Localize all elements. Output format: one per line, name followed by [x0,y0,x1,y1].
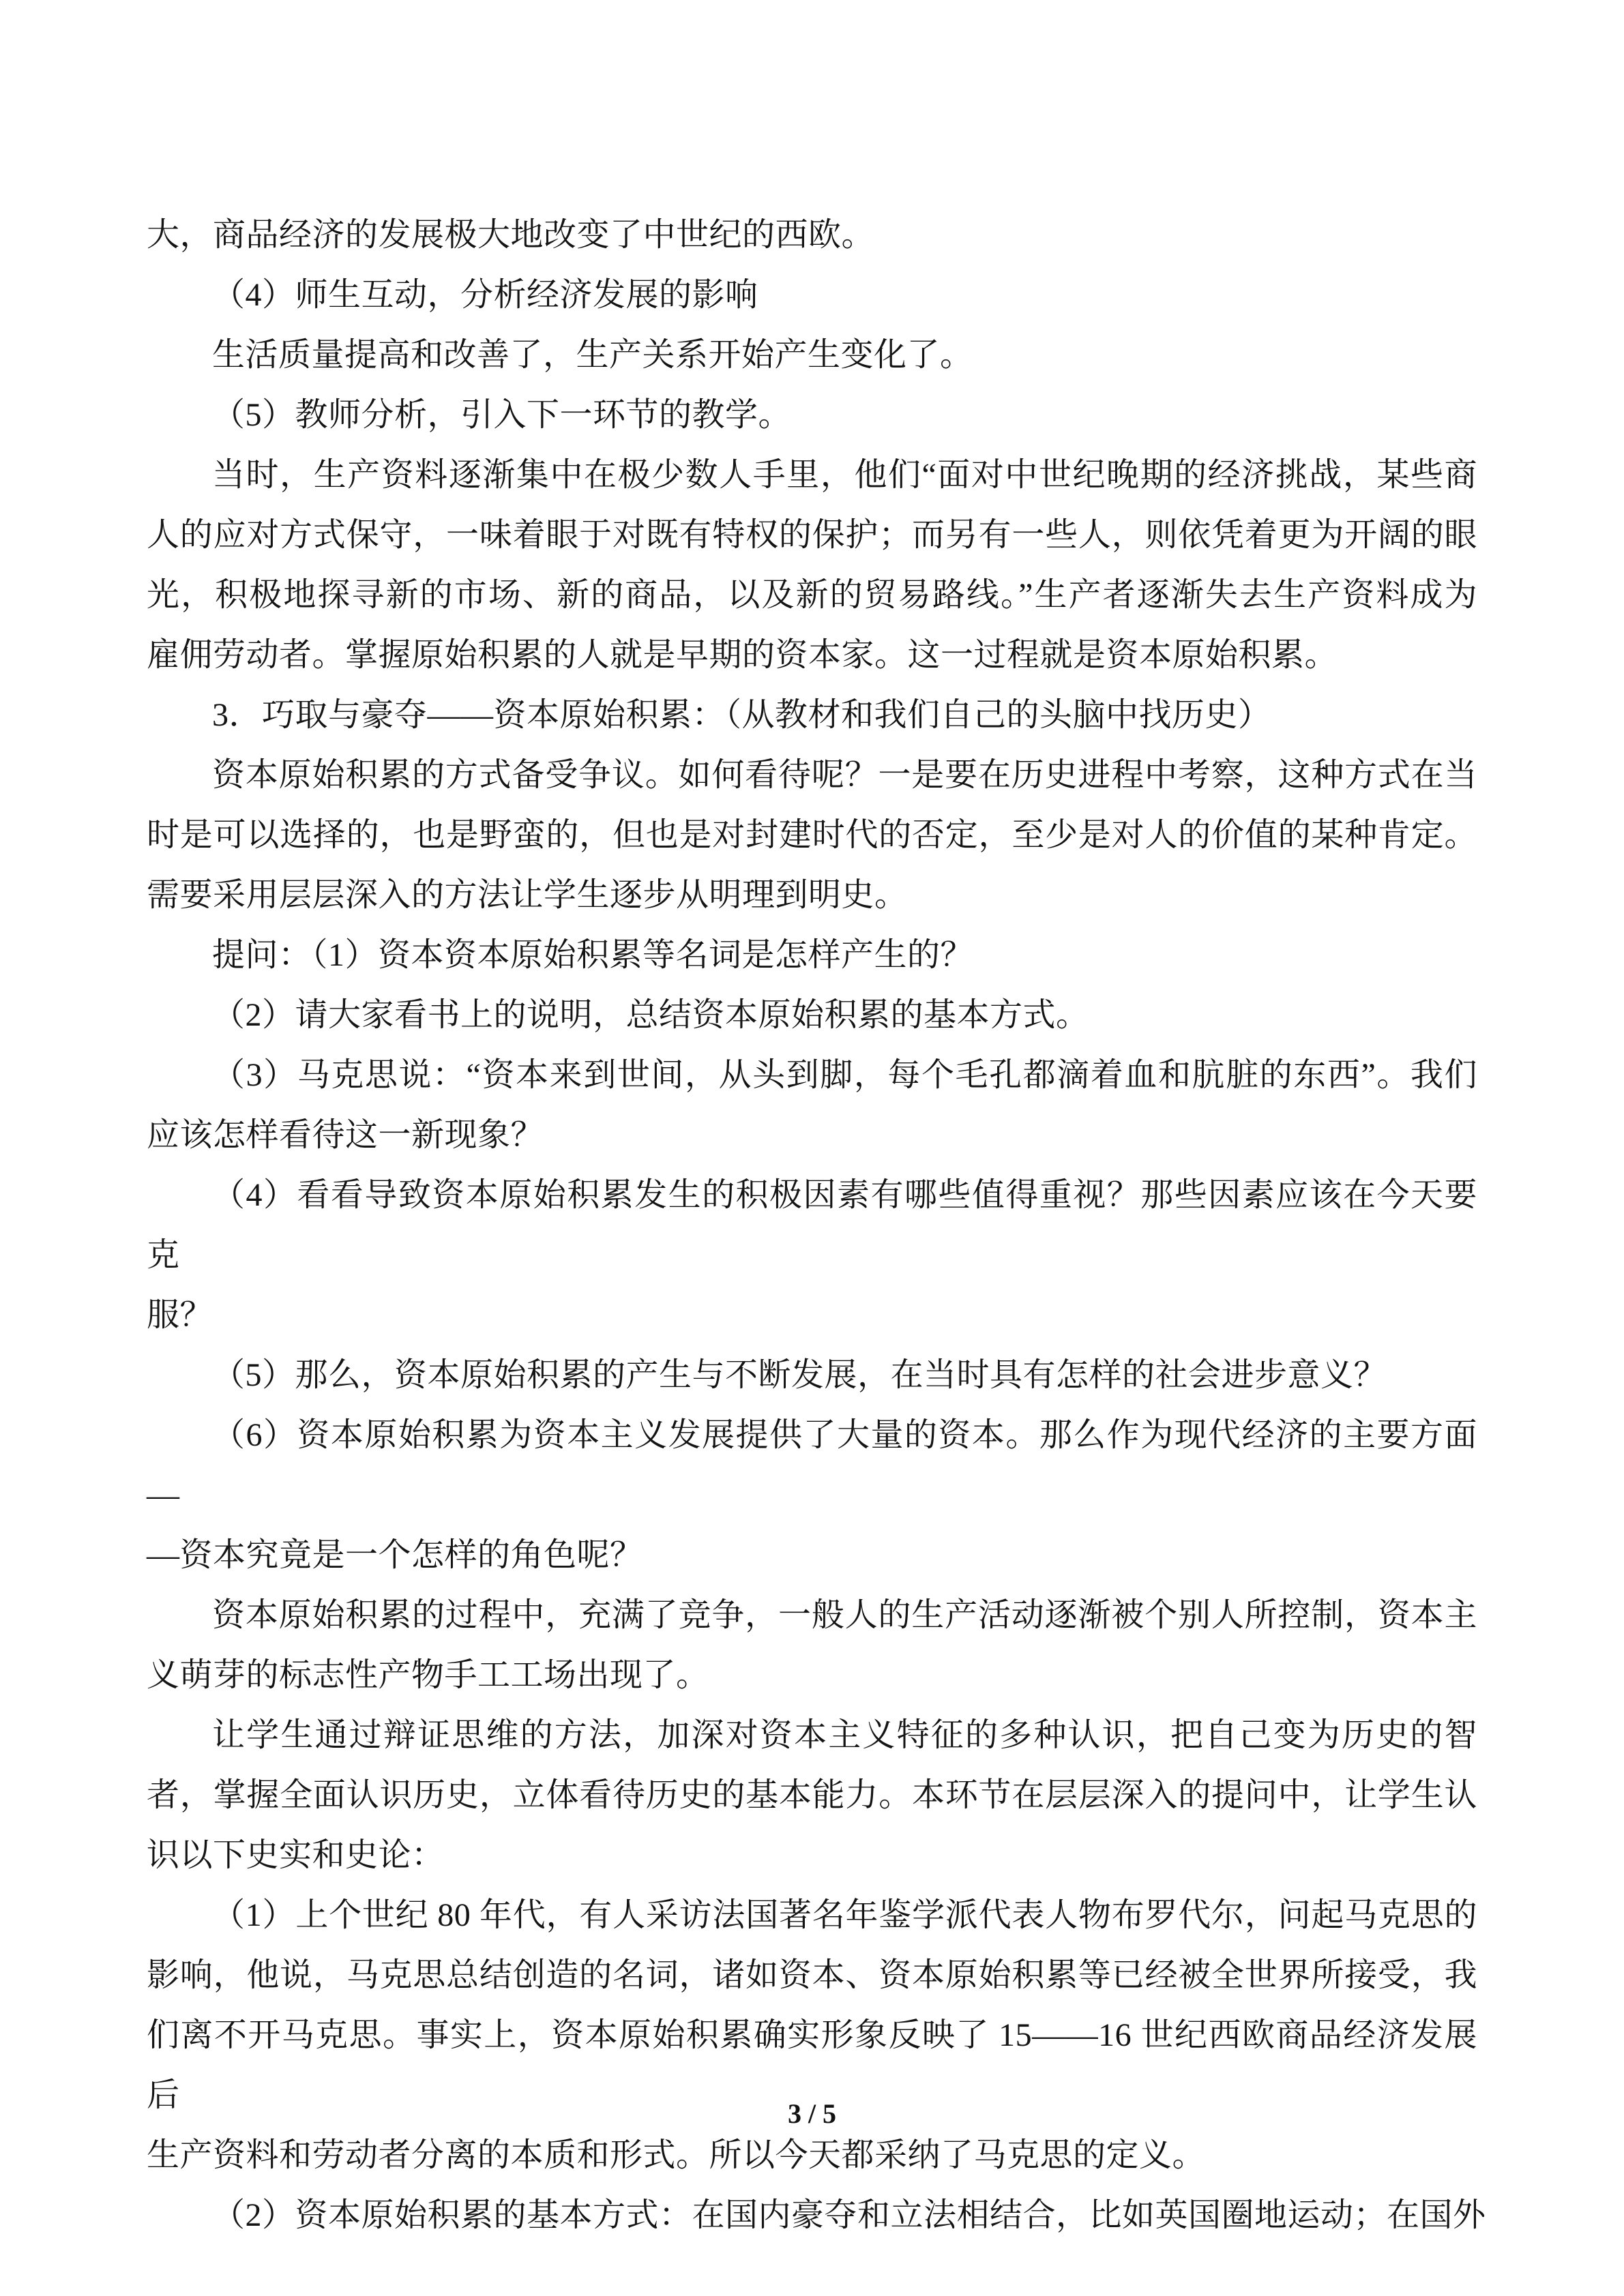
text-line: 资本原始积累的过程中，充满了竞争，一般人的生产活动逐渐被个别人所控制，资本主 [212,1597,1477,1633]
paragraph [147,925,1477,985]
text-line: 光，积极地探寻新的市场、新的商品，以及新的贸易路线。”生产者逐渐失去生产资料成为 [147,577,1477,613]
paragraph [147,1045,1477,1165]
paragraph [147,1585,1477,1705]
text-line: （3）马克思说：“资本来到世间，从头到脚，每个毛孔都滴着血和肮脏的东西”。我们 [212,1057,1477,1093]
paragraph [147,1705,1477,1885]
text-line: 提问：（1）资本资本原始积累等名词是怎样产生的？ [212,937,974,973]
text-line: 需要采用层层深入的方法让学生逐步从明理到明史。 [147,877,908,913]
text-line: 识以下史实和史论： [147,1837,445,1873]
text-line: 大，商品经济的发展极大地改变了中世纪的西欧。 [147,217,875,253]
text-line: 时是可以选择的，也是野蛮的，但也是对封建时代的否定，至少是对人的价值的某种肯定。 [147,817,1477,853]
text-line: 生活质量提高和改善了，生产关系开始产生变化了。 [212,337,973,373]
text-line: （4）师生互动，分析经济发展的影响 [212,277,758,313]
paragraph [147,1345,1477,1405]
text-line: 义萌芽的标志性产物手工工场出现了。 [147,1657,709,1693]
text-line: 者，掌握全面认识历史，立体看待历史的基本能力。本环节在层层深入的提问中，让学生认 [147,1777,1477,1813]
paragraph [147,745,1477,925]
text-line: 当时，生产资料逐渐集中在极少数人手里，他们“面对中世纪晚期的经济挑战，某些商 [212,457,1477,493]
paragraph [147,685,1477,745]
text-line: 服？ [147,1297,213,1333]
text-line: —资本究竟是一个怎样的角色呢？ [147,1537,643,1573]
text-line: （1）上个世纪 80 年代，有人采访法国著名年鉴学派代表人物布罗代尔，问起马克思的 [212,1897,1477,1933]
text-line: 人的应对方式保守，一味着眼于对既有特权的保护；而另有一些人，则依凭着更为开阔的眼 [147,517,1477,553]
paragraph [147,1405,1477,1585]
text-line: 让学生通过辩证思维的方法，加深对资本主义特征的多种认识，把自己变为历史的智 [212,1717,1477,1753]
paragraph [147,265,1477,325]
text-line: （2）请大家看书上的说明，总结资本原始积累的基本方式。 [212,997,1089,1033]
paragraph [147,1165,1477,1345]
text-line: （5）教师分析，引入下一环节的教学。 [212,397,792,433]
text-line: 生产资料和劳动者分离的本质和形式。所以今天都采纳了马克思的定义。 [147,2137,1206,2173]
paragraph [147,2186,1486,2246]
page-number: 3 / 5 [787,2098,837,2129]
text-line: 资本原始积累的方式备受争议。如何看待呢？一是要在历史进程中考察，这种方式在当 [212,757,1477,793]
text-line: 们离不开马克思。事实上，资本原始积累确实形象反映了 15——16 世纪西欧商品经济发展后 [147,2017,1477,2113]
paragraph [147,325,1477,385]
document-body [147,205,1486,2246]
text-line: 雇佣劳动者。掌握原始积累的人就是早期的资本家。这一过程就是资本原始积累。 [147,637,1338,673]
paragraph [147,1885,1477,2186]
text-line: （4）看看导致资本原始积累发生的积极因素有哪些值得重视？那些因素应该在今天要克 [147,1177,1477,1273]
text-line: （5）那么，资本原始积累的产生与不断发展，在当时具有怎样的社会进步意义？ [212,1357,1387,1393]
text-line: （6）资本原始积累为资本主义发展提供了大量的资本。那么作为现代经济的主要方面— [147,1417,1477,1513]
text-line: （2）资本原始积累的基本方式：在国内豪夺和立法相结合，比如英国圈地运动；在国外 [212,2197,1486,2233]
text-line: 3．巧取与豪夺——资本原始积累：（从教材和我们自己的头脑中找历史） [212,697,1271,733]
paragraph [147,985,1477,1045]
paragraph [147,445,1477,685]
text-line: 影响，他说，马克思总结创造的名词，诸如资本、资本原始积累等已经被全世界所接受，我 [147,1957,1477,1993]
paragraph [147,205,1477,265]
paragraph [147,385,1477,445]
text-line: 应该怎样看待这一新现象？ [147,1117,544,1153]
